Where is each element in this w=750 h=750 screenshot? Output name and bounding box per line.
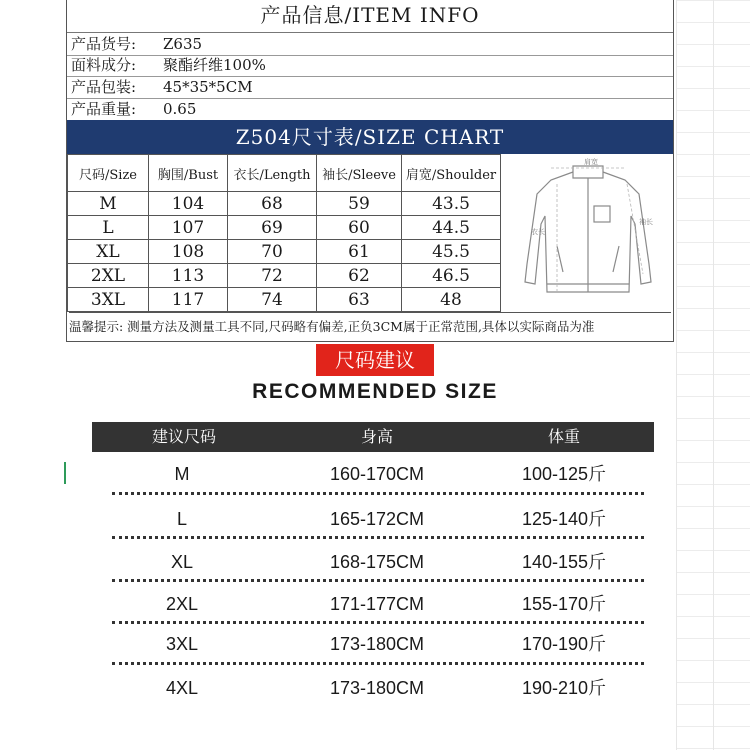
cell-sleeve: 62 (317, 264, 402, 288)
rec-size: 3XL (165, 634, 199, 654)
cell-bust: 104 (149, 192, 228, 216)
rec-size: 2XL (165, 594, 199, 614)
rec-height: 173-180CM (329, 678, 425, 698)
rec-weight: 170-190斤 (521, 634, 607, 654)
cell-bust: 113 (149, 264, 228, 288)
rec-header-height: 身高 (360, 427, 393, 446)
table-header-row (68, 155, 501, 192)
info-label: 面料成分: (71, 56, 137, 74)
item-info-title: 产品信息/ITEM INFO (67, 0, 673, 33)
size-chart-title: Z504尺寸表/SIZE CHART (67, 120, 673, 154)
cell-length: 74 (228, 288, 317, 312)
cell-shoulder: 43.5 (402, 192, 501, 216)
item-info-panel (66, 0, 674, 342)
info-value: 聚酯纤维100% (163, 56, 266, 74)
info-row-package (71, 76, 253, 99)
list-item (112, 582, 644, 626)
cell-length: 68 (228, 192, 317, 216)
rec-weight: 140-155斤 (521, 552, 607, 572)
cell-length: 70 (228, 240, 317, 264)
recommendation-badge: 尺码建议 (316, 344, 434, 376)
info-value: Z635 (163, 35, 203, 53)
rec-size: M (174, 464, 190, 484)
cell-shoulder: 48 (402, 288, 501, 312)
cell-bust: 117 (149, 288, 228, 312)
rec-header-size: 建议尺码 (151, 427, 216, 446)
col-header-shoulder: 肩宽/Shoulder (402, 155, 501, 192)
list-item (112, 666, 644, 710)
jacket-measurement-diagram (500, 154, 675, 312)
table-row (68, 240, 501, 264)
cell-shoulder: 45.5 (402, 240, 501, 264)
cell-size: 3XL (68, 288, 149, 312)
info-label: 产品重量: (71, 100, 137, 118)
diagram-label-shoulder: 肩宽 (584, 158, 598, 166)
list-item (112, 622, 644, 666)
rec-size: XL (170, 552, 194, 572)
rec-height: 168-175CM (329, 552, 425, 572)
rec-size: 4XL (165, 678, 199, 698)
rec-weight: 155-170斤 (521, 594, 607, 614)
cell-sleeve: 63 (317, 288, 402, 312)
cell-length: 72 (228, 264, 317, 288)
jacket-outline-icon (501, 154, 675, 312)
col-header-sleeve: 袖长/Sleeve (317, 155, 402, 192)
table-row (68, 216, 501, 240)
cell-length: 69 (228, 216, 317, 240)
rec-height: 173-180CM (329, 634, 425, 654)
cell-size: XL (68, 240, 149, 264)
cell-size: 2XL (68, 264, 149, 288)
spreadsheet-grid-background (676, 0, 750, 750)
measurement-note: 温馨提示: 测量方法及测量工具不同,尺码略有偏差,正负3CM属于正常范围,具体以实际商品为准 (69, 312, 671, 341)
info-row-fabric (71, 54, 266, 77)
col-header-length: 衣长/Length (228, 155, 317, 192)
cell-selection-marker (64, 462, 66, 484)
cell-size: M (68, 192, 149, 216)
rec-height: 165-172CM (329, 509, 425, 529)
recommended-header-bar (92, 422, 654, 452)
list-item (112, 452, 644, 496)
info-value: 0.65 (163, 100, 197, 118)
cell-sleeve: 60 (317, 216, 402, 240)
rec-weight: 100-125斤 (521, 464, 607, 484)
col-header-size: 尺码/Size (68, 155, 149, 192)
cell-shoulder: 44.5 (402, 216, 501, 240)
recommended-size-title: RECOMMENDED SIZE (252, 380, 498, 403)
cell-sleeve: 59 (317, 192, 402, 216)
cell-bust: 108 (149, 240, 228, 264)
size-chart-table (67, 154, 501, 312)
info-label: 产品包装: (71, 78, 137, 96)
table-row (68, 192, 501, 216)
rec-height: 171-177CM (329, 594, 425, 614)
table-row (68, 288, 501, 312)
rec-header-weight: 体重 (547, 427, 580, 446)
dotted-divider (112, 492, 644, 495)
info-row-weight (71, 98, 196, 121)
cell-bust: 107 (149, 216, 228, 240)
rec-size: L (176, 509, 187, 529)
col-header-bust: 胸围/Bust (149, 155, 228, 192)
list-item (112, 540, 644, 584)
dotted-divider (112, 536, 644, 539)
info-value: 45*35*5CM (163, 78, 253, 96)
list-item (112, 497, 644, 541)
dotted-divider (112, 662, 644, 665)
table-row (68, 264, 501, 288)
rec-height: 160-170CM (329, 464, 425, 484)
rec-weight: 125-140斤 (521, 509, 607, 529)
info-label: 产品货号: (71, 35, 137, 53)
cell-sleeve: 61 (317, 240, 402, 264)
rec-weight: 190-210斤 (521, 678, 607, 698)
diagram-label-sleeve: 袖长 (639, 218, 653, 226)
cell-shoulder: 46.5 (402, 264, 501, 288)
info-row-code (71, 33, 202, 56)
cell-size: L (68, 216, 149, 240)
diagram-label-length: 衣长 (531, 228, 545, 236)
